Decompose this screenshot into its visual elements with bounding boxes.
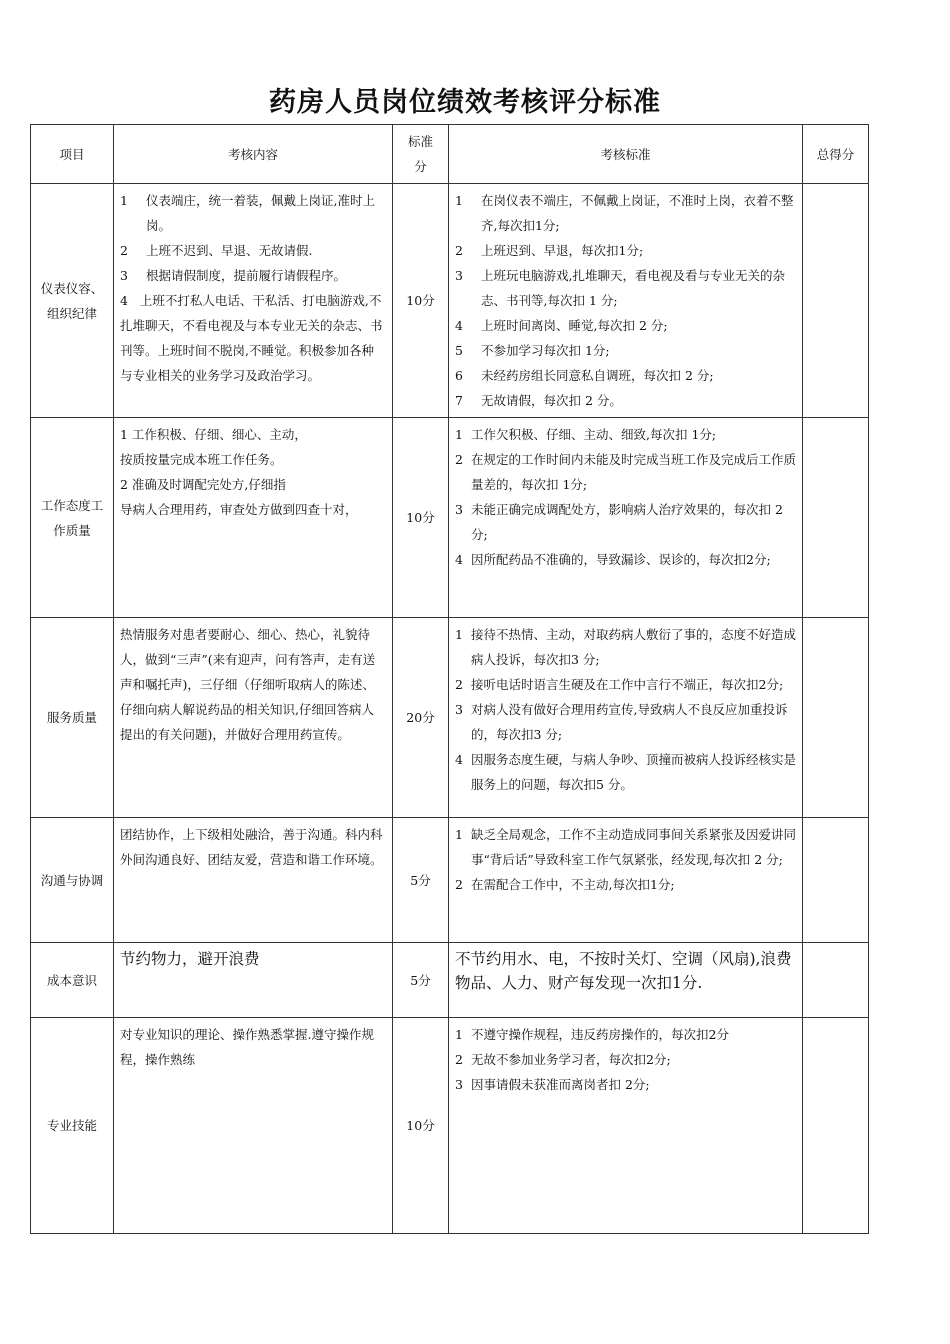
content-list xyxy=(120,188,386,388)
row-criteria xyxy=(449,818,803,943)
list-item: 1 缺乏全局观念，工作不主动造成同事间关系紧张及因爱讲同事“背后话”导致科室工作气氛紧张，经发现,每次扣 2 分; xyxy=(455,827,797,867)
row-total xyxy=(803,1018,869,1234)
row-criteria xyxy=(449,184,803,418)
content-line: 导病人合理用药，审查处方做到四查十对， xyxy=(120,502,358,517)
table-row xyxy=(31,1018,869,1234)
list-item: 2 上班迟到、早退，每次扣1分; xyxy=(455,243,644,258)
row-item: 专业技能 xyxy=(31,1018,114,1234)
row-score: 5分 xyxy=(393,818,449,943)
row-score: 10分 xyxy=(393,418,449,618)
header-total: 总得分 xyxy=(803,125,869,184)
list-item: 1 仪表端庄，统一着装，佩戴上岗证,准时上岗。 xyxy=(120,193,375,233)
header-item: 项目 xyxy=(31,125,114,184)
list-item: 2 接听电话时语言生硬及在工作中言行不端正，每次扣2分; xyxy=(455,677,784,692)
criteria-list xyxy=(455,822,796,897)
content-line: 1 工作积极、仔细、细心、主动， xyxy=(120,427,307,442)
header-score-top: 标准 xyxy=(407,134,433,149)
list-item: 4 因所配药品不准确的，导致漏诊、误诊的，每次扣2分; xyxy=(455,552,771,567)
row-item: 服务质量 xyxy=(31,618,114,818)
table-header-row xyxy=(31,125,869,184)
content-text: 对专业知识的理论、操作熟悉掌握.遵守操作规程，操作熟练 xyxy=(120,1027,374,1067)
content-line: 按质按量完成本班工作任务。 xyxy=(120,452,283,467)
table-row xyxy=(31,618,869,818)
criteria-list xyxy=(455,188,796,413)
criteria-text: 不节约用水、电，不按时关灯、空调（风扇),浪费物品、人力、财产每发现一次扣1分. xyxy=(455,950,792,992)
row-criteria xyxy=(449,1018,803,1234)
row-item: 仪表仪容、组织纪律 xyxy=(31,184,114,418)
list-item: 3 上班玩电脑游戏,扎堆聊天，看电视及看与专业无关的杂志、书刊等,每次扣 1 分; xyxy=(455,268,785,308)
row-total xyxy=(803,818,869,943)
list-item: 2 在规定的工作时间内未能及时完成当班工作及完成后工作质量差的，每次扣 1分; xyxy=(455,452,797,492)
table-row xyxy=(31,184,869,418)
list-item: 6 未经药房组长同意私自调班，每次扣 2 分; xyxy=(455,368,714,383)
row-content xyxy=(114,618,393,818)
table-row xyxy=(31,943,869,1018)
page-title: 药房人员岗位绩效考核评分标准 xyxy=(269,87,661,118)
row-content xyxy=(114,184,393,418)
row-criteria xyxy=(449,418,803,618)
content-text: 团结协作，上下级相处融洽，善于沟通。科内科外间沟通良好、团结友爱，营造和谐工作环境。 xyxy=(120,827,383,867)
list-item: 3 未能正确完成调配处方，影响病人治疗效果的，每次扣 2 分; xyxy=(455,502,783,542)
list-item: 2 无故不参加业务学习者，每次扣2分; xyxy=(455,1052,671,1067)
row-score: 10分 xyxy=(393,184,449,418)
row-score: 20分 xyxy=(393,618,449,818)
row-content xyxy=(114,943,393,1018)
row-content xyxy=(114,1018,393,1234)
row-content xyxy=(114,818,393,943)
criteria-list xyxy=(455,1022,796,1097)
row-score: 5分 xyxy=(393,943,449,1018)
row-total xyxy=(803,418,869,618)
header-score-bottom: 分 xyxy=(414,159,427,174)
header-content: 考核内容 xyxy=(114,125,393,184)
header-criteria: 考核标准 xyxy=(449,125,803,184)
row-item: 沟通与协调 xyxy=(31,818,114,943)
table-row xyxy=(31,418,869,618)
list-item: 4 上班时间离岗、睡觉,每次扣 2 分; xyxy=(455,318,668,333)
criteria-list xyxy=(455,622,796,797)
row-total xyxy=(803,618,869,818)
list-item: 1 不遵守操作规程，违反药房操作的，每次扣2分 xyxy=(455,1027,729,1042)
content-text: 热情服务对患者要耐心、细心、热心，礼貌待人，做到“三声”(来有迎声，问有答声，走有送声和嘱托声)，三仔细（仔细听取病人的陈述、仔细向病人解说药品的相关知识,仔细回答病人提出的有关问题)，并做好合理用药宣传。 xyxy=(120,627,376,742)
row-score: 10分 xyxy=(393,1018,449,1234)
list-item: 3 根据请假制度，提前履行请假程序。 xyxy=(120,268,347,283)
list-item: 2 上班不迟到、早退、无故请假. xyxy=(120,243,313,258)
criteria-list xyxy=(455,422,796,572)
list-item: 5 不参加学习每次扣 1分; xyxy=(455,343,610,358)
row-total xyxy=(803,184,869,418)
content-line: 2 准确及时调配完处方,仔细指 xyxy=(120,477,286,492)
list-item: 1 工作欠积极、仔细、主动、细致,每次扣 1分; xyxy=(455,427,717,442)
header-score xyxy=(393,125,449,184)
list-item: 2 在需配合工作中，不主动,每次扣1分; xyxy=(455,877,675,892)
list-item: 4 因服务态度生硬，与病人争吵、顶撞而被病人投诉经核实是服务上的问题，每次扣5 分。 xyxy=(455,752,797,792)
row-criteria xyxy=(449,943,803,1018)
list-item: 4 上班不打私人电话、干私活、打电脑游戏,不扎堆聊天，不看电视及与本专业无关的杂志、书刊等。上班时间不脱岗,不睡觉。积极参加各种与专业相关的业务学习及政治学习。 xyxy=(120,293,383,383)
list-item: 1 在岗仪表不端庄，不佩戴上岗证，不准时上岗，衣着不整齐,每次扣1分; xyxy=(455,193,794,233)
content-text: 节约物力，避开浪费 xyxy=(120,950,260,968)
list-item: 7 无故请假，每次扣 2 分。 xyxy=(455,393,622,408)
assessment-table xyxy=(30,124,869,1234)
row-item: 成本意识 xyxy=(31,943,114,1018)
table-row xyxy=(31,818,869,943)
row-criteria xyxy=(449,618,803,818)
list-item: 1 接待不热情、主动，对取药病人敷衍了事的，态度不好造成病人投诉，每次扣3 分; xyxy=(455,627,797,667)
list-item: 3 因事请假未获准而离岗者扣 2分; xyxy=(455,1077,650,1092)
row-total xyxy=(803,943,869,1018)
row-item: 工作态度工作质量 xyxy=(31,418,114,618)
list-item: 3 对病人没有做好合理用药宣传,导致病人不良反应加重投诉的，每次扣3 分; xyxy=(455,702,788,742)
row-content xyxy=(114,418,393,618)
